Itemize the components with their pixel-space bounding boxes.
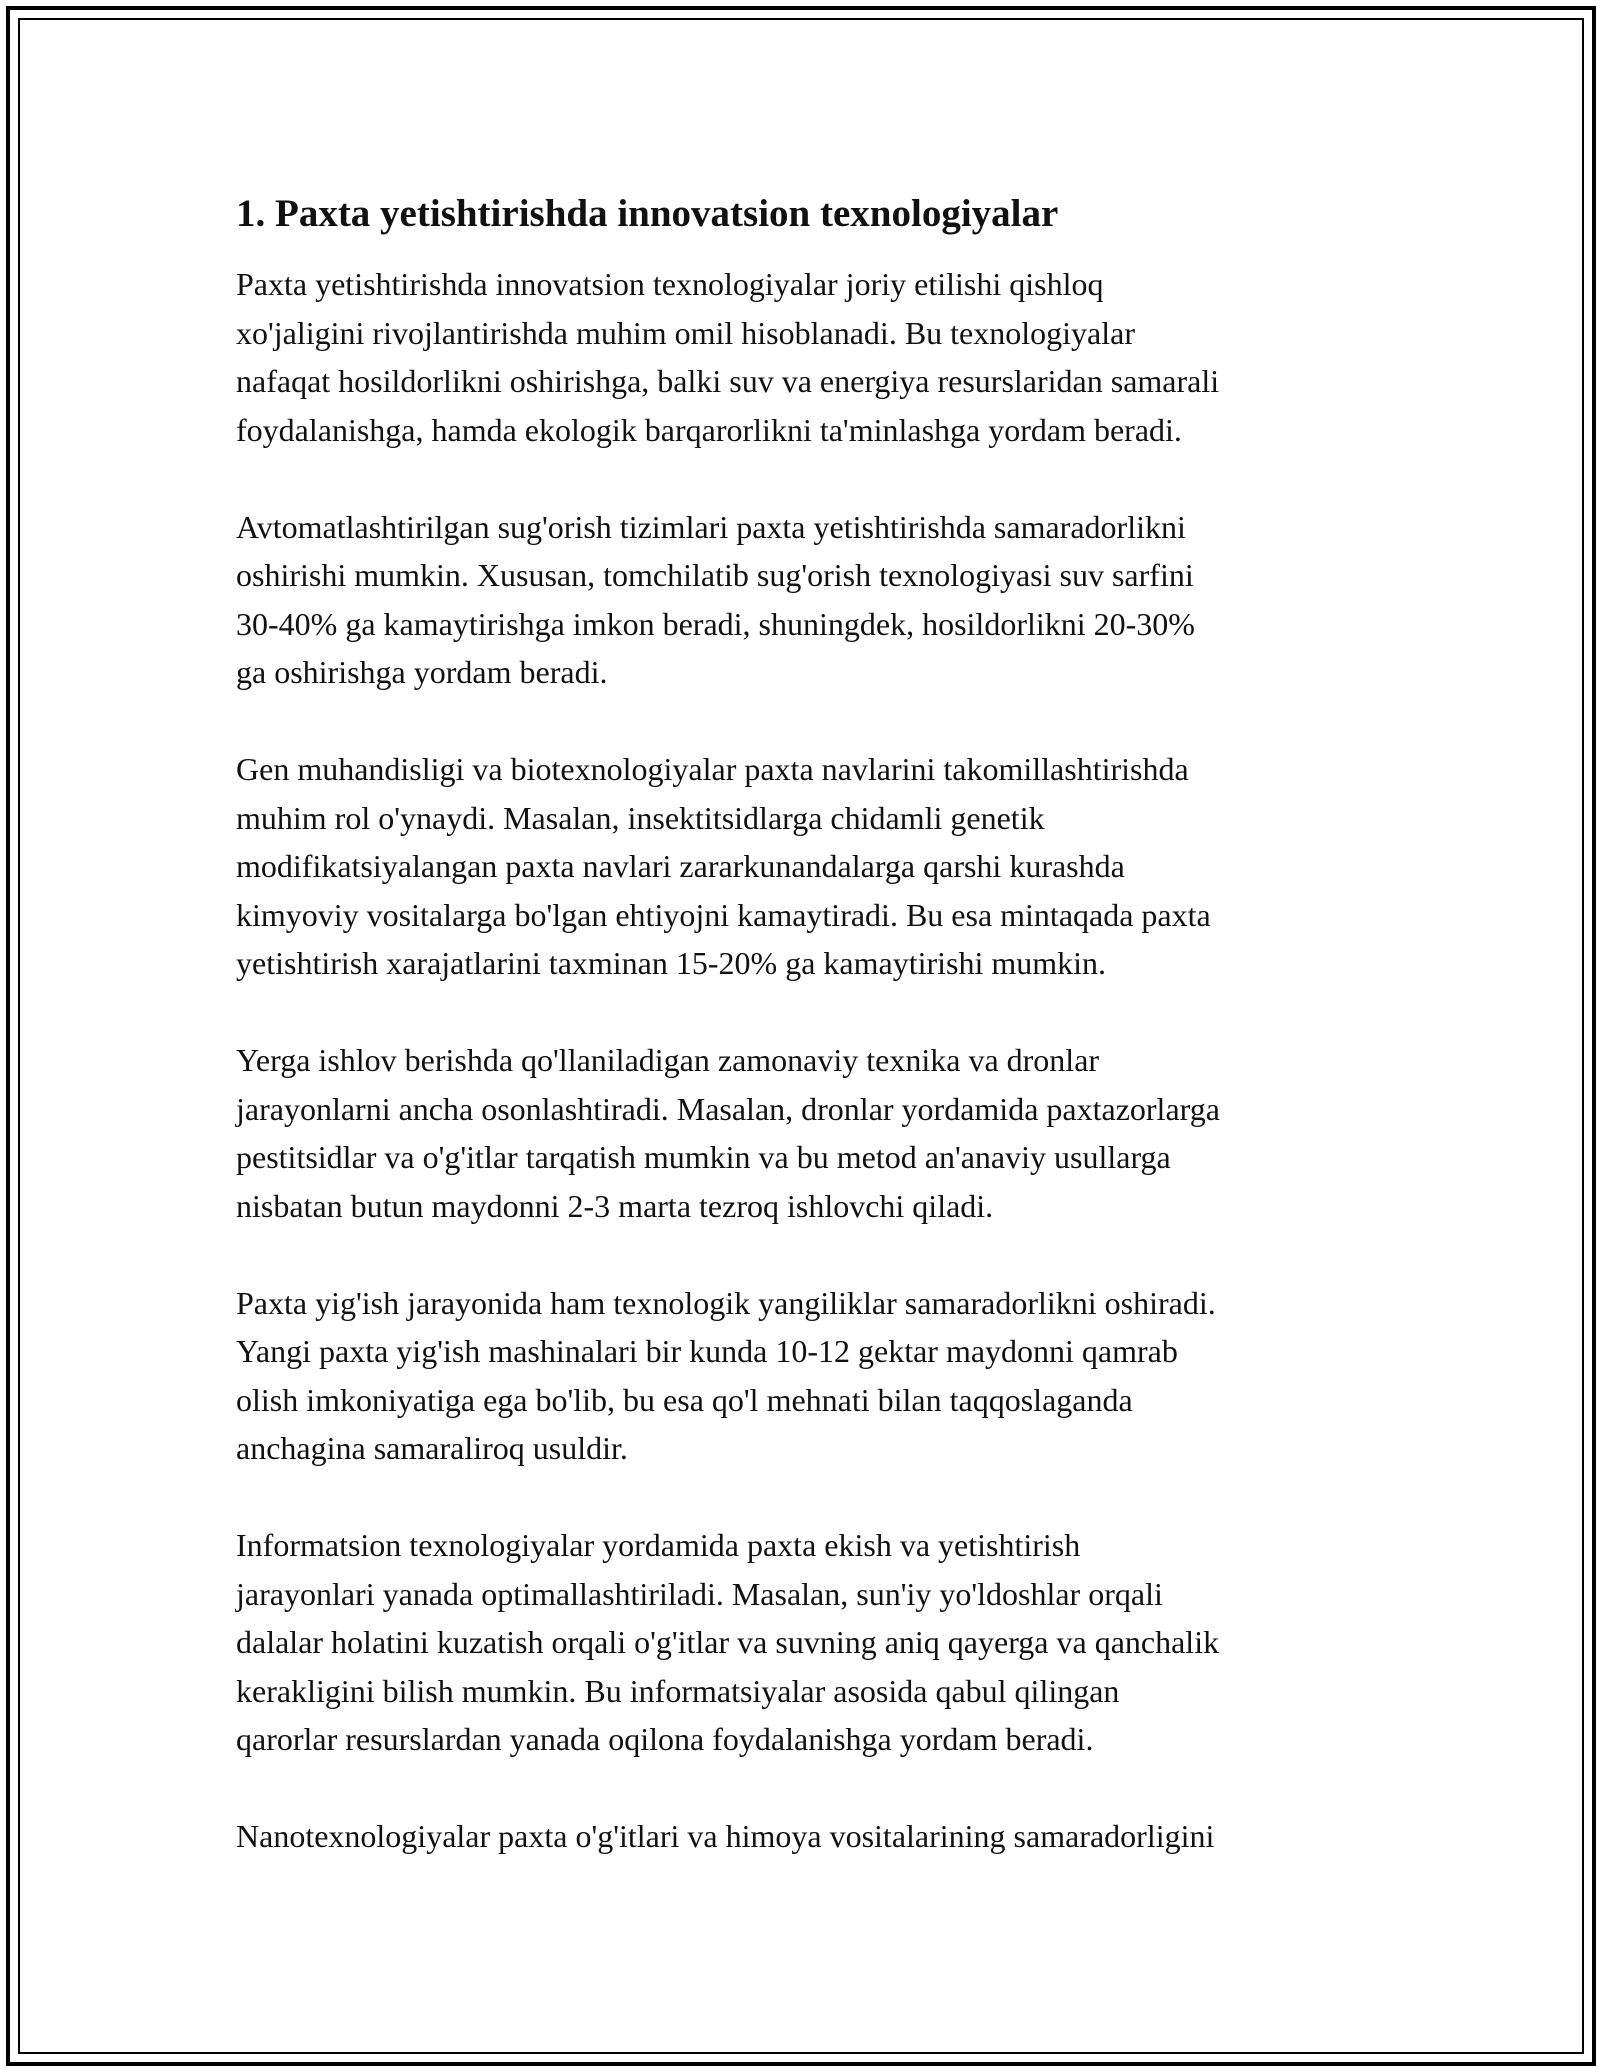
paragraph-line: Gen muhandisligi va biotexnologiyalar paxta navlarini takomillashtirishda [236, 751, 1189, 787]
paragraph-line: olish imkoniyatiga ega bo'lib, bu esa qo'l mehnati bilan taqqoslaganda [236, 1381, 1133, 1418]
paragraph-line: modifikatsiyalangan paxta navlari zararkunandalarga qarshi kurashda [236, 848, 1125, 884]
paragraph-line: anchagina samaraliroq usuldir. [236, 1430, 628, 1466]
paragraph-line: yetishtirish xarajatlarini taxminan 15-20% ga kamaytirishi mumkin. [236, 945, 1107, 981]
paragraph-line: qarorlar resurslardan yanada oqilona foydalanishga yordam beradi. [236, 1721, 1094, 1757]
paragraph-2 [236, 503, 1386, 697]
paragraph-line: Yangi paxta yig'ish mashinalari bir kunda 10-12 gektar maydonni qamrab [236, 1333, 1178, 1369]
paragraph-line: jarayonlarni ancha osonlashtiradi. Masalan, dronlar yordamida paxtazorlarga [236, 1090, 1220, 1127]
paragraph-line: pestitsidlar va o'g'itlar tarqatish mumkin va bu metod an'anaviy usullarga [236, 1139, 1171, 1175]
document-body [236, 190, 1386, 1909]
paragraph-line: Informatsion texnologiyalar yordamida paxta ekish va yetishtirish [236, 1527, 1081, 1563]
paragraph-line: 30-40% ga kamaytirishga imkon beradi, shuningdek, hosildorlikni 20-30% [236, 605, 1195, 642]
paragraph-line: ga oshirishga yordam beradi. [236, 654, 608, 690]
paragraph-3 [236, 745, 1386, 988]
paragraph-line: oshirishi mumkin. Xususan, tomchilatib sug'orish texnologiyasi suv sarfini [236, 557, 1194, 593]
paragraph-4 [236, 1036, 1386, 1230]
paragraph-line: Avtomatlashtirilgan sug'orish tizimlari paxta yetishtirishda samaradorlikni [236, 508, 1186, 545]
paragraph-line: Paxta yig'ish jarayonida ham texnologik yangiliklar samaradorlikni oshiradi. [236, 1284, 1216, 1321]
paragraph-line: dalalar holatini kuzatish orqali o'g'itlar va suvning aniq qayerga va qanchalik [236, 1624, 1220, 1660]
section-heading: 1. Paxta yetishtirishda innovatsion texnologiyalar [236, 192, 1059, 235]
paragraph-line: nafaqat hosildorlikni oshirishga, balki suv va energiya resurslaridan samarali [236, 363, 1220, 399]
paragraph-line: kimyoviy vositalarga bo'lgan ehtiyojni kamaytiradi. Bu esa mintaqada paxta [236, 896, 1211, 933]
paragraph-line: Nanotexnologiyalar paxta o'g'itlari va himoya vositalarining samaradorligini [236, 1818, 1215, 1854]
paragraph-line: Paxta yetishtirishda innovatsion texnologiyalar joriy etilishi qishloq [236, 266, 1104, 302]
paragraph-line: nisbatan butun maydonni 2-3 marta tezroq ishlovchi qiladi. [236, 1187, 994, 1224]
paragraph-1 [236, 260, 1386, 454]
paragraph-line: jarayonlari yanada optimallashtiriladi. Masalan, sun'iy yo'ldoshlar orqali [236, 1575, 1163, 1612]
paragraph-5 [236, 1279, 1386, 1473]
paragraph-line: muhim rol o'ynaydi. Masalan, insektitsidlarga chidamli genetik [236, 799, 1045, 836]
paragraph-line: foydalanishga, hamda ekologik barqarorlikni ta'minlashga yordam beradi. [236, 411, 1182, 448]
paragraph-7 [236, 1812, 1386, 1861]
paragraph-line: kerakligini bilish mumkin. Bu informatsiyalar asosida qabul qilingan [236, 1672, 1120, 1709]
paragraph-line: Yerga ishlov berishda qo'llaniladigan zamonaviy texnika va dronlar [236, 1042, 1100, 1078]
paragraph-line: xo'jaligini rivojlantirishda muhim omil hisoblanadi. Bu texnologiyalar [236, 314, 1135, 351]
paragraph-6 [236, 1521, 1386, 1764]
